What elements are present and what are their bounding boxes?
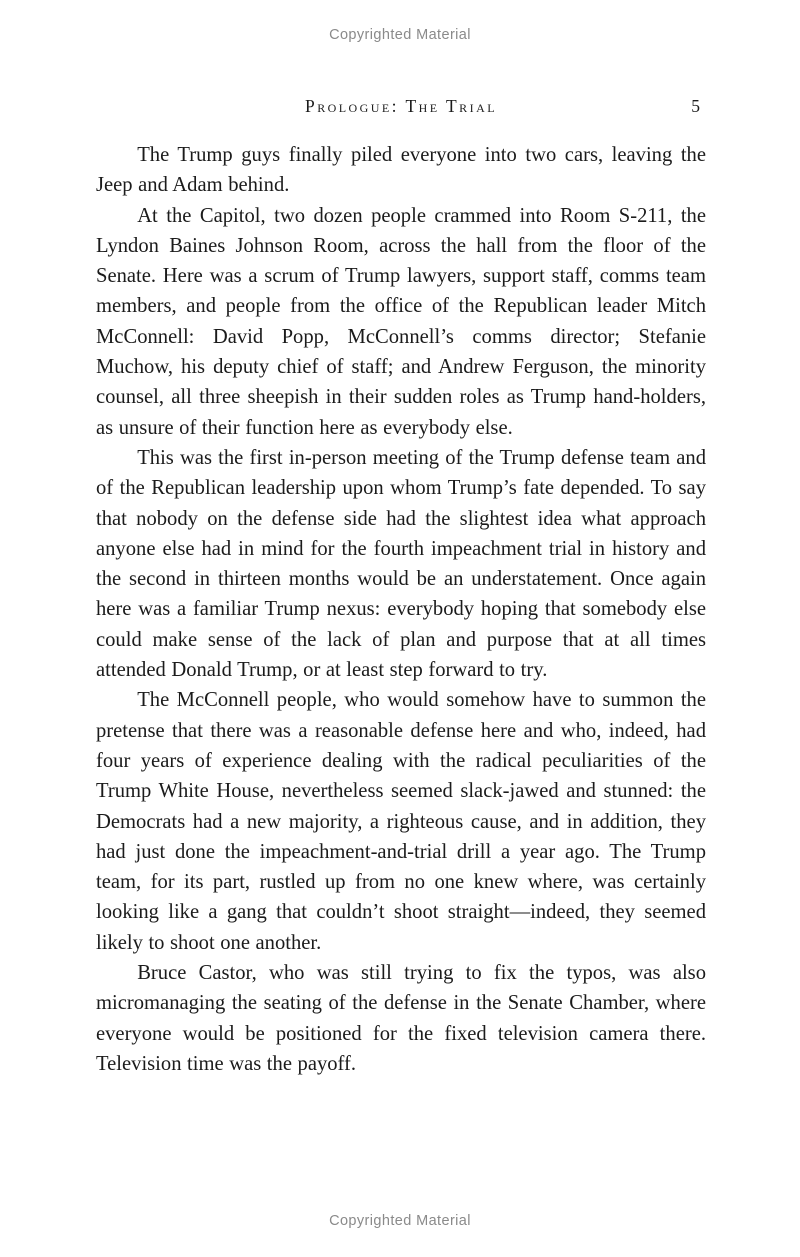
page-number: 5	[691, 96, 700, 116]
body-paragraph: This was the first in-person meeting of the Trump defense team and of the Republican leadership upon whom Trump’s fate depended. To say that nobody on the defense side had the slightest idea what approach anyone else had in mind for the fourth impeachment trial in history and the second in thirteen months would be an understatement. Once again here was a familiar Trump nexus: everybody hoping that somebody else could make sense of the lack of plan and purpose that at all times attended Donald Trump, or at least step forward to try.	[96, 446, 706, 682]
running-header-title: Prologue: The Trial	[305, 96, 497, 116]
body-paragraph: At the Capitol, two dozen people crammed into Room S-211, the Lyndon Baines Johnson Room, across the hall from the floor of the Senate. Here was a scrum of Trump lawyers, support staff, comms team members, and people from the office of the Republican leader Mitch McConnell: David Popp, McConnell’s comms director; Stefanie Muchow, his deputy chief of staff; and Andrew Ferguson, the minority counsel, all three sheepish in their sudden roles as Trump hand-holders, as unsure of their function here as everybody else.	[96, 204, 706, 439]
body-paragraph: The McConnell people, who would somehow have to summon the pretense that there was a reasonable defense here and who, indeed, had four years of experience dealing with the radical peculiarities of the Trump White House, nevertheless seemed slack-jawed and stunned: the Democrats had a new majority, a righteous cause, and in addition, they had just done the impeachment-and-trial drill a year ago. The Trump team, for its part, rustled up from no one knew where, was certainly looking like a gang that couldn’t shoot straight—indeed, they seemed likely to shoot one another.	[96, 689, 706, 954]
page-body-text	[96, 140, 706, 1079]
running-header	[96, 96, 706, 120]
copyright-notice-bottom: Copyrighted Material	[329, 1213, 471, 1229]
body-paragraph: The Trump guys finally piled everyone into two cars, leaving the Jeep and Adam behind.	[96, 144, 706, 197]
copyright-notice-top: Copyrighted Material	[329, 27, 471, 43]
body-paragraph: Bruce Castor, who was still trying to fix the typos, was also micromanaging the seating of the defense in the Senate Chamber, where everyone would be positioned for the fixed television camera there. Television time was the payoff.	[96, 962, 706, 1075]
